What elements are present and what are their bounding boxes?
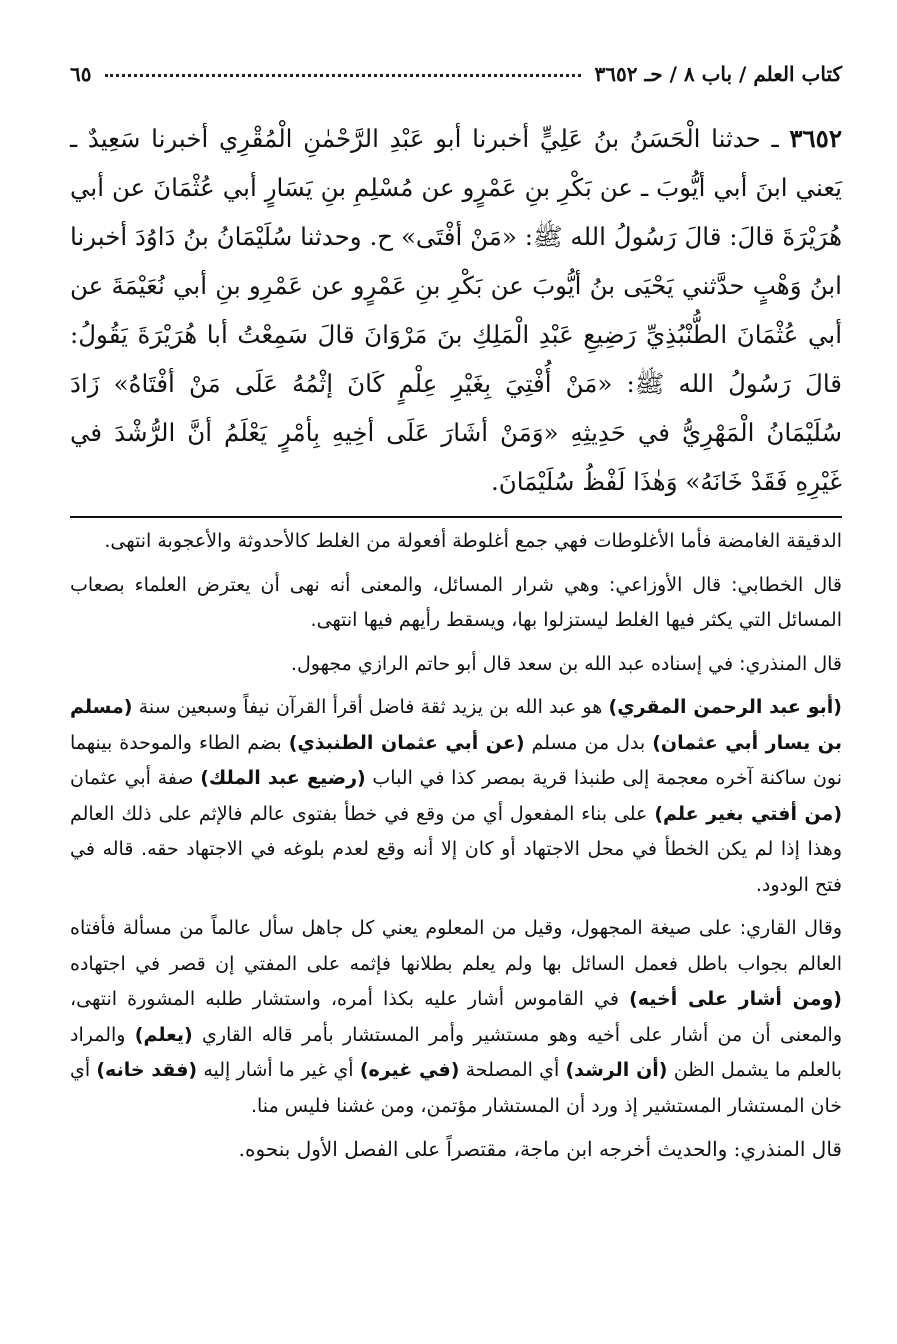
bold-term: (ومن أشار على أخيه) bbox=[629, 988, 842, 1010]
text-run: بضم الطاء والموحدة بينهما نون ساكنة آخره معجمة إلى طنبذا قرية بمصر كذا في الباب bbox=[70, 731, 843, 789]
bold-term: (أبو عبد الرحمن المقري) bbox=[608, 696, 842, 718]
bold-term: (عن أبي عثمان الطنبذي) bbox=[288, 731, 525, 754]
text-run: أي المصلحة bbox=[459, 1059, 566, 1081]
text-run: صفة أبي عثمان bbox=[70, 767, 201, 789]
bold-term: (من أفتي بغير علم) bbox=[654, 802, 842, 825]
commentary-paragraph bbox=[70, 911, 842, 1124]
commentary-paragraph: قال المنذري: والحديث أخرجه ابن ماجة، مقتصراً على الفصل الأول بنحوه. bbox=[238, 1137, 842, 1161]
text-run: في القاموس أشار عليه بكذا أمره، واستشار طلبه المشورة انتهى، والمعنى أن من أشار على أخيه وهو مستشير وأمر المستشار بأمر قاله القاري bbox=[70, 988, 842, 1046]
header-leader-dots bbox=[105, 74, 580, 77]
commentary bbox=[70, 524, 842, 1168]
hadith-text bbox=[70, 114, 842, 506]
commentary-paragraph bbox=[70, 690, 842, 903]
bold-term: (يعلم) bbox=[134, 1023, 193, 1046]
commentary-paragraph: قال الخطابي: قال الأوزاعي: وهي شرار المسائل، والمعنى أنه نهى أن يعترض العلماء بصعاب المسائل التي يكثر فيها الغلط ليستزلوا بها، ويسقط رأيهم فيها انتهى. bbox=[70, 573, 842, 631]
bold-term: (مسلم بن يسار أبي عثمان) bbox=[70, 696, 842, 754]
divider-line bbox=[70, 516, 842, 518]
page-number: ٦٥ bbox=[70, 62, 92, 86]
bold-term: (في غيره) bbox=[359, 1059, 460, 1081]
text-run: وقال القاري: على صيغة المجهول، وقيل من المعلوم يعني كل جاهل سأل عالماً من مسألة فأفتاه العالم بجواب باطل فعمل السائل بها ولم يعلم بطلانها فإثمه على المفتي إن قصر في اجتهاده bbox=[70, 917, 842, 975]
running-header bbox=[70, 62, 842, 102]
hadith-number: ٣٦٥٢ bbox=[789, 124, 842, 153]
commentary-paragraph: قال المنذري: في إسناده عبد الله بن سعد قال أبو حاتم الرازي مجهول. bbox=[290, 652, 842, 675]
book-page bbox=[70, 62, 842, 1332]
commentary-paragraph: الدقيقة الغامضة فأما الأغلوطات فهي جمع أغلوطة أفعولة من الغلط كالأحدوثة والأعجوبة انتهى. bbox=[104, 530, 842, 552]
header-title: كتاب العلم / باب ٨ / حـ ٣٦٥٢ bbox=[594, 62, 842, 86]
text-run: أي غير ما أشار إليه bbox=[197, 1059, 360, 1081]
text-run: بدل من مسلم bbox=[524, 731, 653, 754]
text-run: هو عبد الله بن يزيد ثقة فاضل أقرأ القرآن نيفاً وسبعين سنة bbox=[132, 696, 609, 718]
bold-term: (رضيع عبد الملك) bbox=[200, 767, 366, 789]
text-run: على بناء المفعول أي من وقع في خطأ بفتوى عالم فالإثم على ذلك العالم وهذا إذا لم يكن الخطأ في محل الاجتهاد أو كان إلا أنه وقع لعدم بلوغه في الاجتهاد حقه. قاله في فتح الودود. bbox=[70, 802, 842, 896]
hadith-body: ـ حدثنا الْحَسَنُ بنُ عَلِيٍّ أخبرنا أبو عَبْدِ الرَّحْمٰنِ الْمُقْرِي أخبرنا سَعِيدٌ ـ يَعني ابنَ أبي أيُّوبَ ـ عن بَكْرِ بنِ عَمْرٍو عن مُسْلِمِ بنِ يَسَارٍ أبي عُثْمَانَ عن أبي هُرَيْرَةَ قالَ: قالَ رَسُولُ الله ﷺ: «مَنْ أفْتَى» ح. وحدثنا سُلَيْمَانُ بنُ دَاوُدَ أخبرنا ابنُ وَهْبٍ حدَّثني يَحْيَى بنُ أيُّوبَ عن بَكْرِ بنِ عَمْرٍو عن عَمْرِو بنِ أبي نُعَيْمَةَ عن أبي عُثْمَانَ الطُّنْبُذِيِّ رَضِيعِ عَبْدِ الْمَلِكِ بنَ مَرْوَانَ قالَ سَمِعْتُ أبا هُرَيْرَةَ يَقُولُ: قالَ رَسُولُ الله ﷺ: «مَنْ أُفْتِيَ بِغَيْرِ عِلْمٍ كَانَ إثْمُهُ عَلَى مَنْ أفْتَاهُ» زَادَ سُلَيْمَانُ الْمَهْرِيُّ في حَدِيثِهِ «وَمَنْ أشَارَ عَلَى أخِيهِ بِأمْرٍ يَعْلَمُ أنَّ الرُّشْدَ في غَيْرِهِ فَقَدْ خَانَهُ» وَهٰذَا لَفْظُ سُلَيْمَانَ. bbox=[70, 124, 842, 496]
bold-term: (أن الرشد) bbox=[565, 1059, 668, 1081]
bold-term: (فقد خانه) bbox=[96, 1059, 198, 1081]
text-run: والمراد بالعلم ما يشمل الظن bbox=[70, 1023, 842, 1081]
text-run: أي خان المستشار المستشير إذ ورد أن المستشار مؤتمن، ومن غشنا فليس منا. bbox=[70, 1059, 842, 1117]
